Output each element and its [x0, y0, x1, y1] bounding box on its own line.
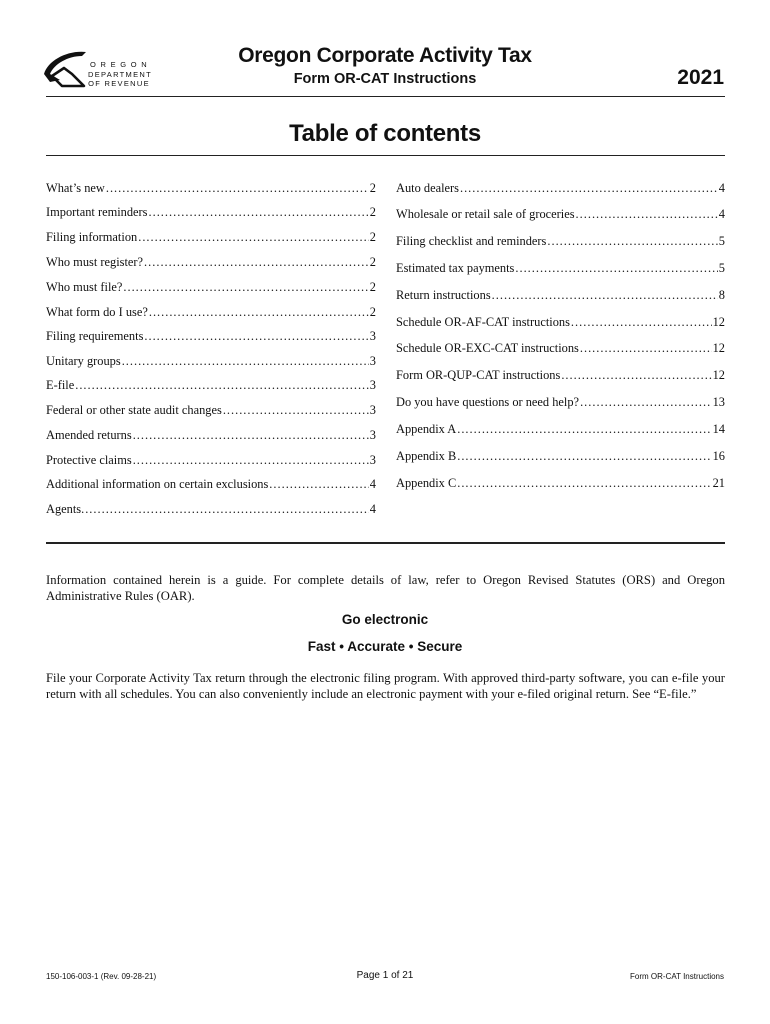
toc-leader-dots	[576, 207, 718, 222]
toc-entry-label: Do you have questions or need help?	[396, 395, 580, 409]
toc-leader-dots	[561, 368, 711, 383]
toc-entry-page: 3	[369, 378, 376, 392]
toc-entry[interactable]	[46, 428, 376, 444]
toc-entry[interactable]	[396, 395, 725, 411]
toc-entry[interactable]	[46, 255, 376, 271]
toc-entry[interactable]	[396, 368, 725, 384]
toc-leader-dots	[223, 403, 369, 418]
toc-entry-label: Protective claims	[46, 453, 132, 467]
toc-entry-page: 2	[369, 230, 376, 244]
toc-leader-dots	[269, 477, 369, 492]
toc-entry[interactable]	[396, 181, 725, 197]
toc-entry-label: Estimated tax payments	[396, 261, 515, 275]
document-subtitle: Form OR-CAT Instructions	[293, 71, 477, 87]
toc-entry-page: 12	[712, 315, 725, 329]
toc-entry-label: Appendix B	[396, 449, 457, 463]
toc-entry[interactable]	[46, 181, 376, 197]
toc-leader-dots	[106, 181, 369, 196]
toc-leader-dots	[547, 234, 717, 249]
toc-entry[interactable]	[396, 261, 725, 277]
toc-entry[interactable]	[46, 205, 376, 221]
toc-entry[interactable]	[46, 378, 376, 394]
logo-line-oregon: O R E G O N	[89, 60, 149, 69]
fast-accurate-secure-heading: Fast • Accurate • Secure	[307, 639, 463, 654]
toc-leader-dots	[123, 280, 368, 295]
toc-entry-label: Form OR-QUP-CAT instructions	[396, 368, 561, 382]
toc-entry[interactable]	[46, 329, 376, 345]
toc-entry-label: Unitary groups	[46, 354, 121, 368]
go-electronic-heading: Go electronic	[341, 612, 429, 627]
toc-entry-page: 3	[369, 329, 376, 343]
toc-leader-dots	[571, 315, 712, 330]
toc-leader-dots	[149, 205, 369, 220]
toc-leader-dots	[85, 502, 369, 517]
toc-entry-label: Appendix C	[396, 476, 457, 490]
toc-entry-label: Amended returns	[46, 428, 132, 442]
toc-leader-dots	[144, 329, 368, 344]
document-title: Oregon Corporate Activity Tax	[238, 44, 532, 67]
toc-heading: Table of contents	[289, 120, 481, 147]
toc-leader-dots	[457, 449, 711, 464]
toc-entry-page: 2	[369, 255, 376, 269]
toc-entry-label: Filing information	[46, 230, 138, 244]
toc-entry-label: Who must register?	[46, 255, 144, 269]
toc-entry[interactable]	[46, 403, 376, 419]
toc-entry-label: Auto dealers	[396, 181, 459, 195]
toc-entry-label: Schedule OR-AF-CAT instructions	[396, 315, 570, 329]
toc-entry-page: 12	[712, 368, 725, 382]
toc-entry-page: 16	[712, 449, 725, 463]
toc-leader-dots	[122, 354, 369, 369]
toc-leader-dots	[515, 261, 717, 276]
toc-entry-page: 3	[369, 403, 376, 417]
toc-entry-page: 4	[718, 207, 725, 221]
toc-entry-label: What form do I use?	[46, 305, 148, 319]
efile-paragraph: File your Corporate Activity Tax return through the electronic filing program. With approved third-party software, you can e-file your return with all schedules. You can also conveniently include an electronic payment with your e-filed original return. See “E-file.”	[46, 671, 725, 701]
toc-entry[interactable]	[396, 315, 725, 331]
toc-entry[interactable]	[46, 305, 376, 321]
footer-form-number: 150-106-003-1 (Rev. 09-28-21)	[46, 972, 157, 981]
toc-entry-page: 4	[369, 477, 376, 491]
toc-entry-label: Appendix A	[396, 422, 457, 436]
toc-entry-label: Filing requirements	[46, 329, 144, 343]
toc-entry-label: Schedule OR-EXC-CAT instructions	[396, 341, 579, 355]
toc-leader-dots	[75, 378, 369, 393]
toc-entry-page: 2	[369, 280, 376, 294]
toc-leader-dots	[133, 453, 369, 468]
toc-entry-page: 12	[712, 341, 725, 355]
toc-entry-label: Wholesale or retail sale of groceries	[396, 207, 575, 221]
toc-entry-page: 8	[718, 288, 725, 302]
toc-bottom-divider	[46, 542, 725, 544]
info-paragraph: Information contained herein is a guide. For complete details of law, refer to Oregon Revised Statutes (ORS) and Oregon Administrative Rules (OAR).	[46, 573, 725, 603]
header-divider	[46, 96, 725, 97]
toc-leader-dots	[580, 341, 712, 356]
toc-entry-label: Who must file?	[46, 280, 123, 294]
toc-entry-label: E-file	[46, 378, 75, 392]
toc-entry[interactable]	[46, 477, 376, 493]
toc-leader-dots	[460, 181, 718, 196]
toc-entry-page: 3	[369, 354, 376, 368]
toc-entry-label: Agents.	[46, 502, 85, 516]
toc-entry[interactable]	[396, 234, 725, 250]
footer-page-number: Page 1 of 21	[356, 970, 414, 981]
toc-entry-label: Additional information on certain exclusions	[46, 477, 269, 491]
toc-entry[interactable]	[46, 280, 376, 296]
toc-entry[interactable]	[46, 453, 376, 469]
toc-entry[interactable]	[46, 230, 376, 246]
logo-line-department: DEPARTMENT	[88, 69, 152, 79]
toc-entry[interactable]	[396, 422, 725, 438]
toc-leader-dots	[580, 395, 712, 410]
toc-leader-dots	[457, 476, 711, 491]
toc-entry-page: 5	[718, 261, 725, 275]
toc-leader-dots	[149, 305, 369, 320]
toc-leader-dots	[138, 230, 369, 245]
toc-entry-label: What’s new	[46, 181, 105, 195]
toc-entry-label: Return instructions	[396, 288, 491, 302]
toc-entry[interactable]	[396, 476, 725, 492]
toc-entry-page: 4	[369, 502, 376, 516]
toc-entry-page: 4	[718, 181, 725, 195]
toc-entry[interactable]	[396, 207, 725, 223]
toc-entry-page: 3	[369, 453, 376, 467]
footer-form-name: Form OR-CAT Instructions	[630, 972, 724, 981]
toc-heading-divider	[46, 155, 725, 156]
toc-entry[interactable]	[46, 502, 376, 518]
toc-entry[interactable]	[396, 341, 725, 357]
toc-entry-page: 5	[718, 234, 725, 248]
toc-leader-dots	[492, 288, 718, 303]
toc-entry-label: Federal or other state audit changes	[46, 403, 222, 417]
logo-line-revenue: OF REVENUE	[88, 79, 150, 88]
toc-entry[interactable]	[46, 354, 376, 370]
toc-entry-label: Filing checklist and reminders	[396, 234, 547, 248]
toc-entry-page: 2	[369, 205, 376, 219]
toc-entry-page: 21	[712, 476, 725, 490]
toc-entry[interactable]	[396, 449, 725, 465]
toc-leader-dots	[457, 422, 711, 437]
toc-entry-page: 3	[369, 428, 376, 442]
toc-entry-label: Important reminders	[46, 205, 148, 219]
toc-leader-dots	[144, 255, 369, 270]
logo-text	[88, 60, 150, 89]
toc-entry-page: 2	[369, 305, 376, 319]
toc-entry-page: 2	[369, 181, 376, 195]
toc-entry[interactable]	[396, 288, 725, 304]
tax-year: 2021	[677, 66, 724, 89]
toc-leader-dots	[133, 428, 369, 443]
toc-entry-page: 13	[712, 395, 725, 409]
toc-entry-page: 14	[712, 422, 725, 436]
